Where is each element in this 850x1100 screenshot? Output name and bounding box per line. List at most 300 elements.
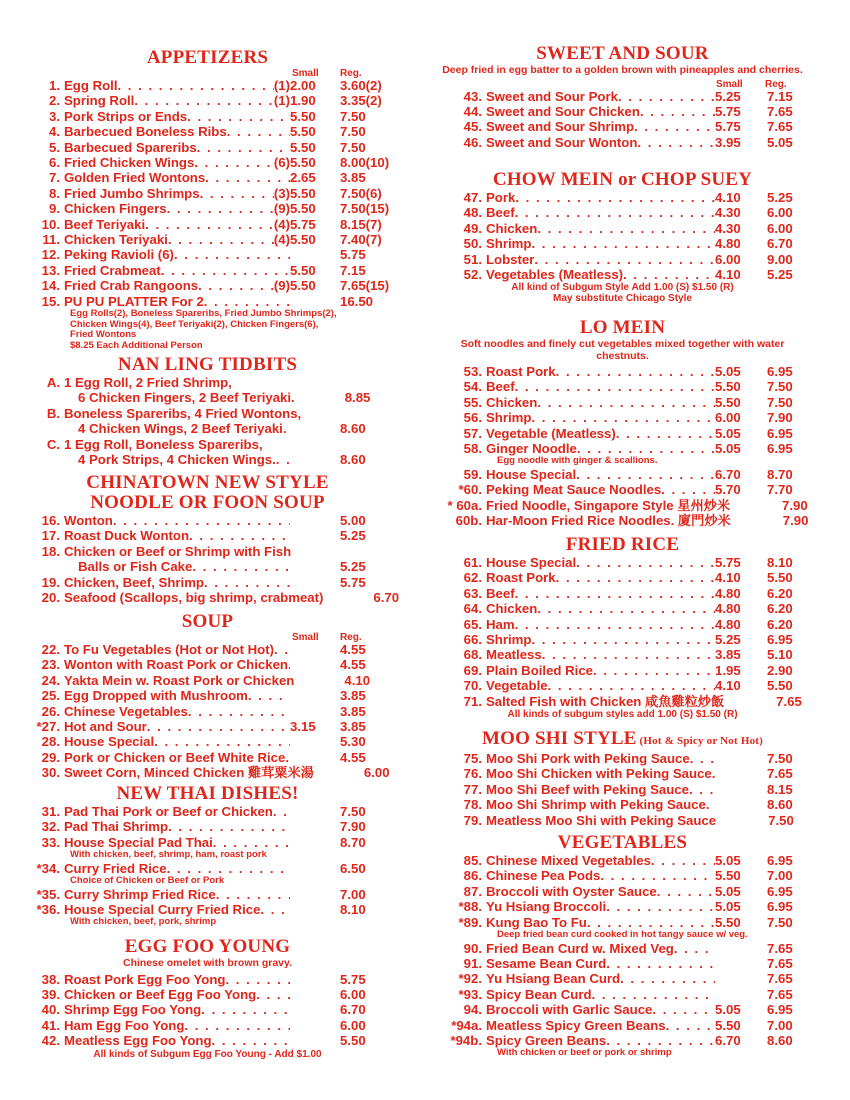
item-number: 2.	[49, 93, 60, 109]
small-price	[290, 688, 340, 703]
leader-dots	[197, 140, 290, 155]
menu-item	[30, 201, 390, 217]
item-number: 9.	[49, 201, 60, 217]
small-price	[290, 247, 340, 262]
item-number: 71.	[463, 693, 482, 709]
leader-dots	[260, 902, 290, 917]
small-price: 6.00	[715, 251, 741, 267]
section-title-note: (Hot & Spicy or Not Hot)	[636, 735, 764, 747]
small-price: 5.75	[715, 103, 741, 119]
leader-dots	[515, 205, 715, 220]
leader-dots	[232, 375, 290, 390]
item-name: Chicken Teriyaki	[64, 232, 168, 248]
menu-item	[440, 751, 805, 766]
small-price	[290, 657, 340, 672]
regular-price: 6.20	[767, 585, 793, 601]
item-number: 59.	[463, 466, 482, 482]
small-price	[290, 704, 340, 719]
regular-price: 5.00	[340, 513, 366, 528]
menu-item	[30, 559, 385, 574]
item-name: Hot and Sour	[64, 719, 147, 735]
section-title: MOO SHI STYLE (Hot & Spicy or Not Hot)	[481, 728, 764, 749]
item-number: 40.	[41, 1002, 60, 1018]
item-number: 14.	[41, 278, 60, 294]
small-price	[323, 590, 373, 605]
small-price	[716, 813, 768, 828]
small-price: 1.90	[290, 93, 316, 109]
section-title: LO MEIN	[579, 317, 666, 338]
section-title: EGG FOO YOUNG	[124, 936, 291, 957]
item-number: 85.	[463, 853, 482, 868]
regular-price: 7.00	[767, 868, 793, 884]
menu-section-soup	[30, 611, 390, 781]
item-name: Vegetable	[486, 678, 548, 694]
regular-price: 8.00(10)	[340, 155, 390, 171]
regular-price: 7.40(7)	[340, 232, 382, 248]
item-number: C.	[46, 436, 60, 452]
regular-price: 5.25	[767, 190, 793, 205]
small-price: 5.75	[715, 119, 741, 135]
menu-item	[440, 678, 805, 693]
menu-item	[30, 819, 385, 834]
regular-price: 7.65	[767, 986, 793, 1002]
leader-dots	[689, 782, 715, 797]
menu-item	[30, 109, 385, 124]
regular-price: 7.65	[767, 119, 793, 135]
leader-dots	[556, 364, 715, 379]
item-name: Fried Jumbo Shrimps	[64, 185, 200, 201]
small-price: 5.05	[715, 425, 741, 441]
menu-item	[30, 765, 390, 781]
leader-dots	[534, 252, 715, 267]
menu-item	[30, 972, 385, 987]
item-name: Moo Shi Chicken with Peking Sauce	[486, 766, 712, 782]
item-number: 26.	[41, 703, 60, 719]
regular-price: 4.55	[340, 749, 366, 765]
small-price	[290, 421, 340, 436]
small-price	[715, 782, 767, 797]
section-title-line2: NOODLE OR FOON SOUP	[90, 492, 325, 513]
menu-item	[440, 586, 805, 601]
menu-item	[440, 899, 805, 914]
item-name: Yu Hsiang Bean Curd	[486, 971, 621, 987]
leader-dots	[600, 868, 715, 883]
small-price	[290, 887, 340, 902]
menu-item	[440, 782, 805, 797]
regular-price: 5.25	[340, 559, 366, 575]
small-price: 5.70	[715, 482, 741, 498]
menu-item	[30, 861, 385, 876]
item-note: With chicken, beef, pork, shrimp	[70, 916, 217, 928]
small-price: 5.50	[290, 139, 316, 155]
leader-dots	[134, 93, 274, 108]
small-price: 4.10	[715, 267, 741, 283]
small-price: 3.85	[715, 647, 741, 663]
item-number: 41.	[41, 1017, 60, 1033]
menu-item	[30, 673, 385, 688]
regular-price: 7.50	[340, 108, 366, 124]
item-number: 64.	[463, 601, 482, 617]
small-price: 4.80	[715, 585, 741, 601]
item-name: Chinese Vegetables	[64, 703, 188, 719]
item-number: *60.	[458, 482, 482, 498]
leader-dots	[576, 555, 715, 570]
leader-dots	[168, 819, 290, 834]
leader-dots	[256, 987, 290, 1002]
menu-item	[30, 1018, 385, 1033]
section-title: APPETIZERS	[146, 47, 269, 68]
menu-item	[30, 406, 385, 421]
menu-item	[30, 375, 385, 390]
leader-dots	[618, 89, 715, 104]
item-name: Moo Shi Shrimp with Peking Sauce	[486, 797, 706, 813]
regular-price: 7.65	[776, 693, 802, 709]
menu-section-lomein	[440, 317, 809, 529]
small-price	[290, 575, 340, 590]
regular-price: 6.00	[340, 986, 366, 1002]
item-name: House Special Pad Thai	[64, 834, 213, 850]
leader-dots	[187, 109, 290, 124]
regular-price: 7.50	[767, 379, 793, 395]
menu-item	[440, 426, 805, 441]
section-title: CHINATOWN NEW STYLE	[86, 472, 329, 493]
regular-size-label: Reg.	[340, 68, 362, 79]
item-name: Moo Shi Pork with Peking Sauce	[486, 751, 690, 766]
leader-dots	[652, 1002, 715, 1017]
small-price	[290, 375, 340, 390]
menu-item	[30, 657, 385, 672]
menu-item	[30, 124, 385, 139]
regular-price: 7.50	[340, 139, 366, 155]
item-name: Wonton with Roast Pork or Chicken	[64, 657, 288, 673]
menu-item	[440, 379, 805, 394]
menu-item	[440, 497, 808, 513]
small-price	[290, 1018, 340, 1033]
item-name: PU PU PLATTER For 2	[64, 293, 204, 309]
leader-dots	[531, 632, 715, 647]
item-name: Sweet and Sour Pork	[486, 88, 618, 104]
item-name: Chicken, Beef, Shrimp	[64, 574, 204, 590]
item-name: Beef	[486, 205, 515, 221]
small-price	[290, 804, 340, 819]
regular-price: 7.50(6)	[340, 185, 382, 201]
menu-item	[30, 140, 385, 155]
regular-price: 8.60	[767, 1032, 793, 1048]
menu-item	[440, 884, 805, 899]
section-footer: All kind of Subgum Style Add 1.00 (S) $1.50 (R)	[511, 282, 734, 294]
item-name: Yu Hsiang Broccoli	[486, 899, 607, 915]
regular-price: 16.50	[340, 293, 374, 309]
item-number: B.	[46, 405, 60, 421]
menu-item	[30, 232, 385, 247]
item-number: 22.	[41, 642, 60, 657]
item-name: House Special	[486, 466, 577, 482]
item-name: House Special Curry Fried Rice	[64, 902, 261, 918]
menu-item	[440, 663, 805, 678]
item-name: Chicken	[486, 601, 538, 617]
regular-price: 6.20	[767, 601, 793, 617]
item-number: 7.	[49, 170, 60, 186]
item-number: 69.	[463, 662, 482, 678]
item-number: A.	[46, 375, 60, 390]
small-price: 5.25	[715, 632, 741, 648]
menu-item	[30, 804, 385, 819]
menu-item	[440, 135, 805, 150]
small-price: 4.80	[715, 616, 741, 632]
item-number: 16.	[41, 513, 60, 528]
small-price: 5.50	[290, 201, 316, 217]
small-price: 5.50	[715, 868, 741, 884]
item-name: Beef Teriyaki	[64, 216, 146, 232]
menu-item	[440, 267, 805, 282]
regular-price: 5.25	[767, 267, 793, 283]
item-name: To Fu Vegetables (Hot or Not Hot)	[64, 642, 275, 657]
item-name: Broccoli with Garlic Sauce	[486, 1002, 653, 1018]
menu-item	[30, 390, 385, 405]
item-number: 91.	[463, 955, 482, 971]
item-number: 24.	[41, 672, 60, 688]
leader-dots	[227, 124, 290, 139]
item-number: 39.	[41, 986, 60, 1002]
item-quantity: (3)	[273, 185, 290, 201]
item-name: Ham	[486, 616, 515, 632]
item-name: Chicken	[486, 220, 538, 236]
regular-price: 8.70	[340, 834, 366, 850]
regular-price: 8.85	[344, 390, 371, 406]
item-number: 68.	[463, 647, 482, 663]
regular-price: 7.65	[767, 971, 793, 987]
leader-dots	[637, 135, 715, 150]
small-price: 5.50	[290, 108, 316, 124]
item-name: Barbecued Spareribs	[64, 139, 197, 155]
regular-price: 5.50	[767, 570, 793, 586]
item-name: Spicy Green Beans	[486, 1032, 607, 1048]
section-note: Chicken Wings(4), Beef Teriyaki(2), Chicken Fingers(6),	[70, 318, 319, 330]
item-number: 76.	[463, 766, 482, 782]
leader-dots	[623, 267, 715, 282]
item-number	[30, 452, 60, 467]
menu-item	[440, 441, 805, 456]
menu-item	[30, 513, 385, 528]
section-description: Soft noodles and finely cut vegetables mixed together with water chestnuts.	[460, 338, 785, 362]
regular-price: 3.60(2)	[340, 78, 382, 93]
item-number: 43.	[463, 88, 482, 104]
section-description: Chinese omelet with brown gravy.	[122, 957, 292, 969]
regular-price: 7.90	[782, 497, 808, 513]
small-price	[290, 902, 340, 917]
small-price: 5.50	[715, 394, 741, 410]
menu-item	[440, 915, 805, 930]
item-number: 75.	[463, 751, 482, 766]
menu-item	[30, 987, 385, 1002]
item-number: 47.	[463, 190, 482, 205]
section-title: NEW THAI DISHES!	[116, 783, 299, 804]
item-name: Roast Pork	[486, 570, 556, 586]
item-name: Meatless Spicy Green Beans	[486, 1017, 666, 1033]
item-number: 54.	[463, 379, 482, 395]
item-name: Roast Pork Egg Foo Yong	[64, 971, 226, 987]
small-price	[290, 528, 340, 543]
leader-dots	[200, 186, 274, 201]
small-price	[291, 544, 341, 559]
leader-dots	[168, 232, 274, 247]
small-price	[290, 819, 340, 834]
small-price: 1.95	[715, 662, 741, 678]
regular-price: 7.50	[767, 394, 793, 410]
small-price	[290, 835, 340, 850]
menu-item	[440, 956, 805, 971]
item-name: Seafood (Scallops, big shrimp, crabmeat)	[64, 590, 324, 606]
small-size-label: Small	[292, 632, 319, 643]
item-number: * 60a.	[447, 497, 482, 513]
item-name: Ginger Noodle	[486, 441, 577, 457]
item-name: Chinese Mixed Vegetables	[486, 853, 651, 868]
leader-dots	[515, 190, 715, 205]
item-name: Salted Fish with Chicken 咸魚雞粒炒飯	[486, 693, 725, 709]
section-footer: All kinds of subgum styles add 1.00 (S) $1.50 (R)	[507, 709, 738, 721]
item-number: 42.	[41, 1033, 60, 1049]
leader-dots	[606, 899, 715, 914]
menu-item	[440, 119, 805, 134]
leader-dots	[216, 887, 290, 902]
small-price	[290, 642, 340, 657]
menu-item	[30, 294, 385, 309]
small-price: 3.95	[715, 134, 741, 150]
item-number: 48.	[463, 205, 482, 221]
small-price	[290, 513, 340, 528]
item-name: 4 Pork Strips, 4 Chicken Wings.	[78, 452, 276, 468]
section-footer-2: May substitute Chicago Style	[553, 293, 692, 305]
item-quantity: (4)	[273, 216, 290, 232]
item-name: Egg Roll	[64, 78, 118, 93]
item-quantity: (6)	[273, 155, 290, 171]
leader-dots	[690, 751, 715, 766]
item-number: 60b.	[455, 513, 482, 529]
menu-item	[440, 813, 805, 828]
regular-price: 6.20	[767, 616, 793, 632]
regular-price: 2.90	[767, 662, 793, 678]
item-name: Har-Moon Fried Rice Noodles. 廈門炒米	[486, 513, 731, 529]
leader-dots	[548, 678, 715, 693]
regular-price: 6.95	[767, 441, 793, 457]
leader-dots	[515, 617, 715, 632]
price-column-header	[440, 79, 805, 89]
menu-item	[30, 887, 385, 902]
item-number: 61.	[463, 555, 482, 570]
leader-dots	[184, 1018, 290, 1033]
regular-price: 8.10	[340, 902, 366, 918]
price-column-header	[30, 632, 385, 642]
item-number: 17.	[41, 528, 60, 544]
item-number: *94b.	[450, 1032, 482, 1048]
regular-price: 3.85	[340, 170, 366, 186]
menu-item	[30, 186, 385, 201]
regular-price: 3.85	[340, 688, 366, 704]
leader-dots	[531, 236, 715, 251]
item-name: Egg Dropped with Mushroom	[64, 688, 248, 704]
leader-dots	[248, 688, 290, 703]
item-number: *92.	[458, 971, 482, 987]
item-name: Curry Shrimp Fried Rice	[64, 886, 216, 902]
menu-item	[440, 89, 805, 104]
item-name: Sweet Corn, Minced Chicken 雞茸粟米湯	[64, 765, 314, 781]
item-name: Shrimp	[486, 632, 532, 648]
menu-item	[440, 797, 805, 812]
item-note: Choice of Chicken or Beef or Pork	[70, 875, 225, 887]
item-name: Lobster	[486, 251, 535, 267]
leader-dots	[273, 804, 290, 819]
item-name: Sweet and Sour Chicken	[486, 103, 640, 119]
item-number: *93.	[458, 986, 482, 1002]
menu-section-sweetsour	[440, 44, 805, 150]
menu-item	[440, 221, 805, 236]
menu-item	[30, 155, 390, 171]
menu-item	[440, 987, 805, 1002]
small-price: 5.50	[290, 185, 316, 201]
menu-section-eggfoo	[30, 937, 385, 1060]
item-number: 20.	[41, 590, 60, 606]
item-name: Chicken Fingers	[64, 201, 167, 217]
regular-price: 5.75	[340, 574, 366, 590]
regular-price: 6.00	[767, 205, 793, 221]
leader-dots	[188, 704, 290, 719]
menu-item	[30, 217, 385, 232]
item-number: 25.	[41, 688, 60, 704]
item-number: 65.	[463, 616, 482, 632]
small-price	[715, 797, 767, 812]
item-number: 86.	[463, 868, 482, 884]
menu-item	[30, 688, 385, 703]
small-price: 4.30	[715, 205, 741, 221]
menu-item	[30, 278, 390, 294]
small-price	[290, 452, 340, 467]
item-number: 44.	[463, 103, 482, 119]
small-price	[715, 987, 767, 1002]
regular-price: 5.50	[340, 1033, 366, 1049]
menu-item	[30, 750, 385, 765]
item-number: 90.	[463, 940, 482, 956]
item-number: 77.	[463, 781, 482, 797]
regular-price: 5.50	[767, 678, 793, 694]
item-name: Fried Bean Curd w. Mixed Veg	[486, 940, 674, 956]
item-number: 38.	[41, 971, 60, 987]
regular-price: 7.00	[340, 886, 366, 902]
item-name: Pork	[486, 190, 516, 205]
menu-item	[440, 555, 805, 570]
regular-price: 5.75	[340, 971, 366, 987]
leader-dots	[145, 217, 274, 232]
item-number: *88.	[458, 899, 482, 915]
regular-price: 6.70	[767, 236, 793, 252]
small-price: 2.00	[290, 78, 316, 93]
item-name: 4 Chicken Wings, 2 Beef Teriyaki	[78, 421, 283, 437]
small-price: 4.10	[715, 190, 741, 205]
small-price	[715, 956, 767, 971]
item-number: 12.	[41, 247, 60, 263]
regular-price: 9.00	[767, 251, 793, 267]
menu-section-friedrice	[440, 535, 805, 720]
regular-price: 7.65(15)	[340, 278, 390, 294]
item-name: Wonton	[64, 513, 113, 528]
leader-dots	[213, 835, 290, 850]
leader-dots	[204, 294, 290, 309]
regular-price: 6.00	[363, 765, 390, 781]
item-number: 45.	[463, 119, 482, 135]
menu-item	[30, 835, 385, 850]
small-price: 4.30	[715, 220, 741, 236]
item-name: Golden Fried Wontons	[64, 170, 206, 186]
small-price: 4.10	[715, 678, 741, 694]
